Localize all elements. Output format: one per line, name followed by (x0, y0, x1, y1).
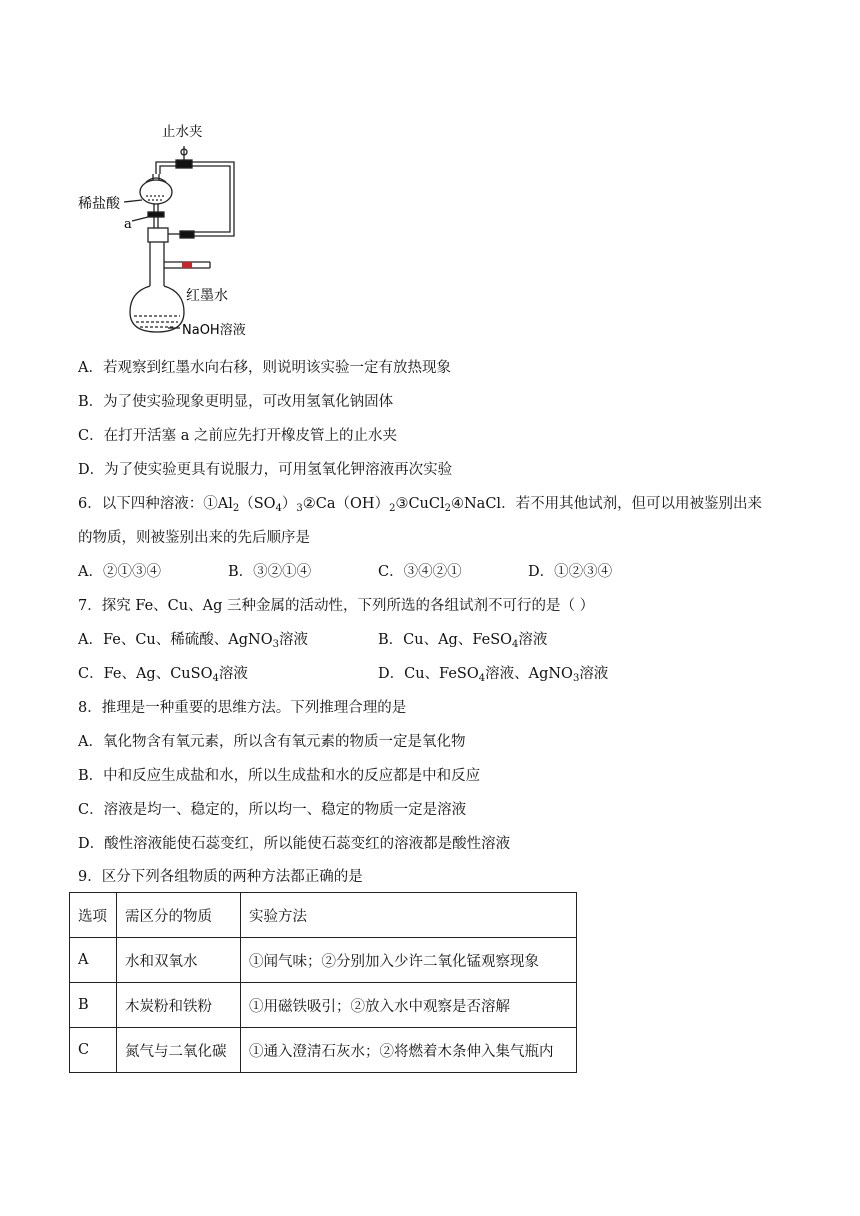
table-cell: ①通入澄清石灰水；②将燃着木条伸入集气瓶内 (241, 1028, 577, 1073)
q7-option-b: B．Cu、Ag、FeSO$_4$溶液 (378, 632, 548, 650)
header-cell: 选项 (70, 893, 117, 938)
table-cell: C (70, 1028, 117, 1073)
table-cell: 水和双氧水 (117, 938, 241, 983)
q7-stem: 7．探究 Fe、Cu、Ag 三种金属的活动性，下列所选的各组试剂不可行的是（ ） (78, 598, 595, 614)
table-row (70, 938, 577, 983)
apparatus-diagram (76, 116, 276, 342)
table-row (70, 1028, 577, 1073)
label-clip: 止水夹 (162, 124, 203, 140)
q6-stem-line2: 的物质，则被鉴别出来的先后顺序是 (78, 530, 310, 546)
label-acid: 稀盐酸 (78, 196, 120, 212)
q5-option-c: C．在打开活塞 a 之前应先打开橡皮管上的止水夹 (78, 428, 397, 444)
table-cell: 氮气与二氧化碳 (117, 1028, 241, 1073)
q6-option-b: B．③②①④ (228, 564, 312, 580)
q6-option-c: C．③④②① (378, 564, 462, 580)
table-cell: ①闻气味；②分别加入少许二氧化锰观察现象 (241, 938, 577, 983)
q8-option-a: A．氧化物含有氧元素，所以含有氧元素的物质一定是氧化物 (78, 734, 466, 750)
header-cell: 实验方法 (241, 893, 577, 938)
q8-option-d: D．酸性溶液能使石蕊变红，所以能使石蕊变红的溶液都是酸性溶液 (78, 836, 511, 852)
q5-option-a: A．若观察到红墨水向右移，则说明该实验一定有放热现象 (78, 360, 451, 376)
label-red-ink: 红墨水 (186, 288, 228, 304)
table-row (70, 983, 577, 1028)
q8-stem: 8．推理是一种重要的思维方法。下列推理合理的是 (78, 700, 407, 716)
q9-table (69, 892, 577, 1073)
label-valve-a: a (124, 217, 132, 232)
q6-stem: 6．以下四种溶液：$①Al_2(SO_4)_3②Ca(OH)_2③CuCl_2④NaCl$．若不用其他试剂，但可以用被鉴别出来 (78, 496, 763, 514)
label-naoh: NaOH溶液 (182, 323, 246, 338)
table-header-row (70, 893, 577, 938)
q6-option-a: A．②①③④ (78, 564, 161, 580)
q5-option-b: B．为了使实验现象更明显，可改用氢氧化钠固体 (78, 394, 394, 410)
q9-stem: 9．区分下列各组物质的两种方法都正确的是 (78, 869, 363, 885)
q5-option-d: D．为了使实验更具有说服力，可用氢氧化钾溶液再次实验 (78, 462, 453, 478)
q7-option-a: A．Fe、Cu、稀硫酸、AgNO$_3$溶液 (78, 632, 308, 650)
q6-option-d: D．①②③④ (528, 564, 613, 580)
q8-option-b: B．中和反应生成盐和水，所以生成盐和水的反应都是中和反应 (78, 768, 481, 784)
q7-option-c: C．Fe、Ag、CuSO$_4$溶液 (78, 666, 248, 684)
q7-option-d: D．Cu、FeSO$_4$溶液、AgNO$_3$溶液 (378, 666, 609, 684)
q8-option-c: C．溶液是均一、稳定的，所以均一、稳定的物质一定是溶液 (78, 802, 467, 818)
table-cell: B (70, 983, 117, 1028)
table-cell: 木炭粉和铁粉 (117, 983, 241, 1028)
table-cell: ①用磁铁吸引；②放入水中观察是否溶解 (241, 983, 577, 1028)
table-cell: A (70, 938, 117, 983)
header-cell: 需区分的物质 (117, 893, 241, 938)
